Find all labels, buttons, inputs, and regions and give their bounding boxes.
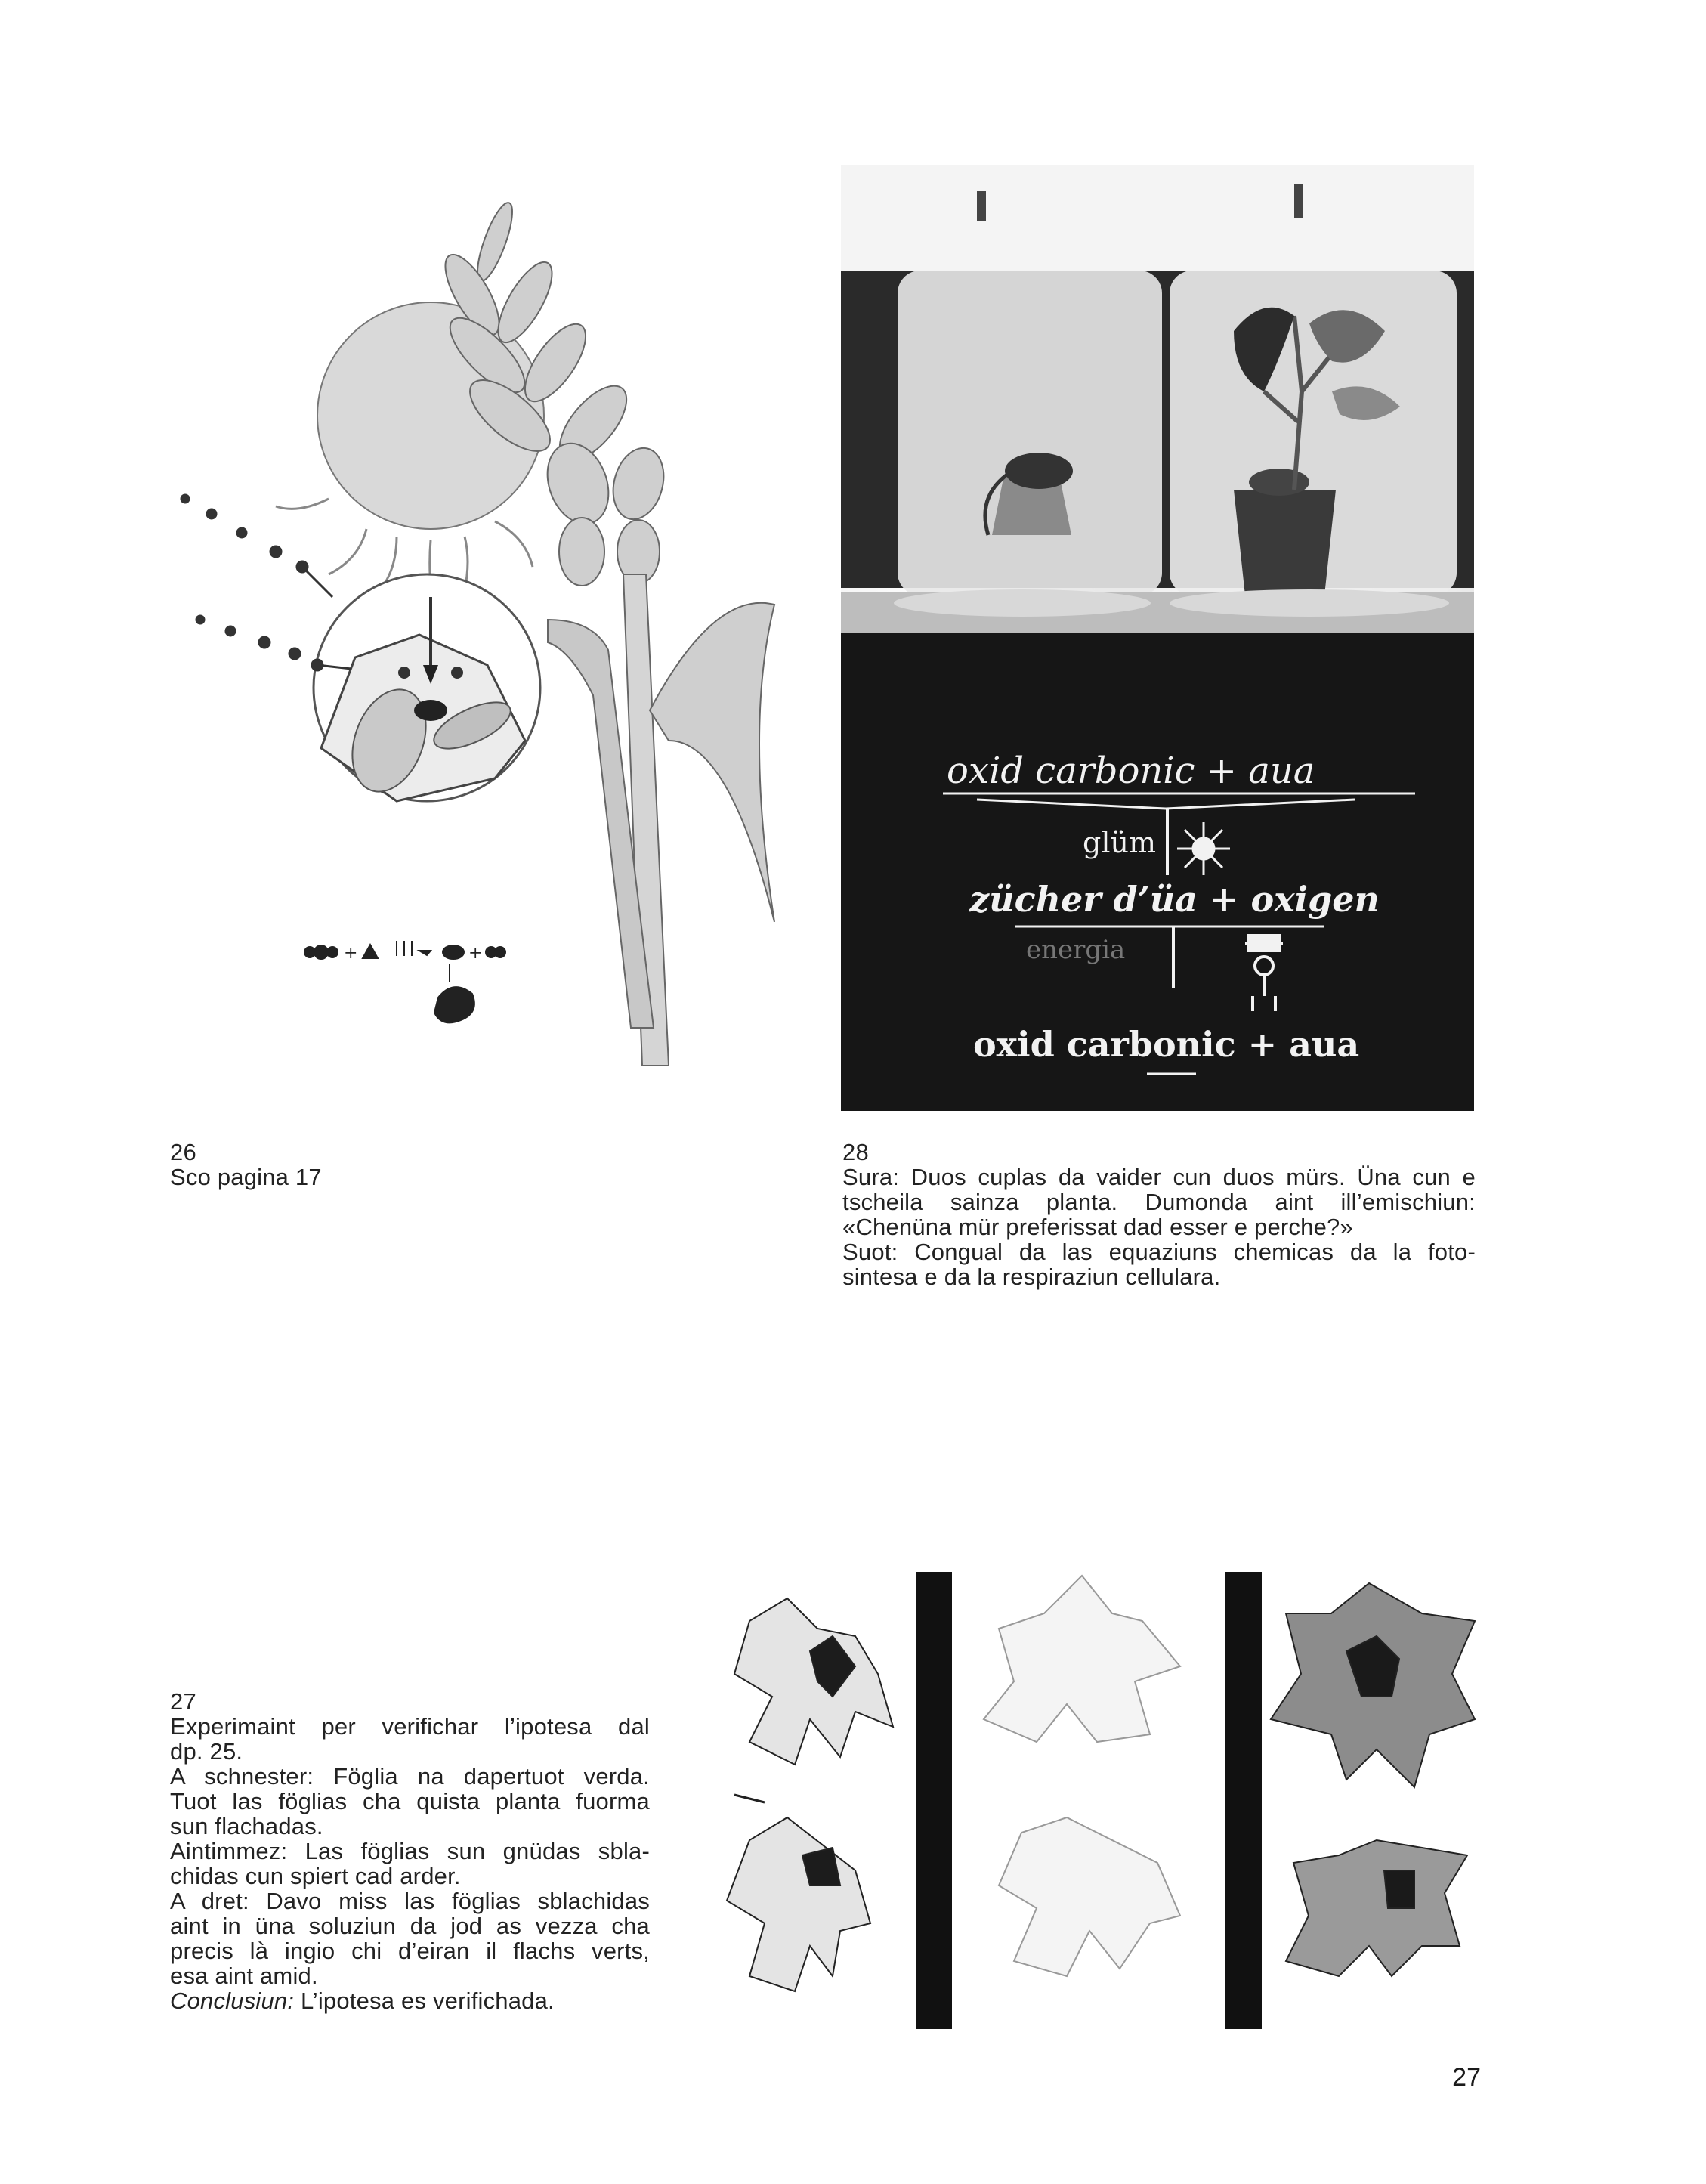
svg-text:+: + xyxy=(468,944,483,963)
molecule-equation-icon xyxy=(304,941,505,1022)
figure-26-caption-text: Sco pagina 17 xyxy=(170,1164,322,1190)
figure-28-line-3: «Chenüna mür preferissat dad esser e perche?» xyxy=(842,1214,1353,1240)
board-line-2: zücher d’üa + oxigen xyxy=(969,879,1380,920)
figure-27-line-9: aint in üna soluziun da jod as vezza cha xyxy=(170,1913,650,1939)
figure-27-line-10: precis là ingio chi d’eiran il flachs verts, xyxy=(170,1938,650,1964)
bell-jar-photo xyxy=(841,165,1474,633)
figure-27-number: 27 xyxy=(170,1688,196,1715)
divider-bar-1 xyxy=(916,1572,952,2029)
figure-27-conclusion xyxy=(170,1988,650,2013)
figure-27-line-3: A schnester: Föglia na dapertuot verda. xyxy=(170,1763,650,1790)
figure-27-line-7: chidas cun spiert cad arder. xyxy=(170,1863,461,1889)
figure-27-line-1: Experimaint per verifichar l’ipotesa dal xyxy=(170,1713,650,1740)
figure-27-caption xyxy=(170,1689,650,2013)
left-bell-jar xyxy=(898,271,1162,595)
conclusion-text: L’ipotesa es verifichada. xyxy=(294,1988,555,2014)
conclusion-label: Conclusiun: xyxy=(170,1988,295,2014)
figure-27-line-11: esa aint amid. xyxy=(170,1963,318,1989)
figure-28-line-4: Suot: Congual da las equaziuns chemicas da la foto- xyxy=(842,1239,1476,1265)
figure-28-line-2: tscheila sainza planta. Dumonda aint ill’emischiun: xyxy=(842,1189,1476,1215)
figure-27-photo-middle xyxy=(953,1568,1218,2037)
board-line-1: oxid carbonic + aua xyxy=(947,750,1315,792)
leaf-icon xyxy=(727,1598,893,1991)
bleached-leaf-icon xyxy=(984,1576,1180,1976)
figure-28-number: 28 xyxy=(842,1139,869,1165)
blackboard xyxy=(841,633,1474,1111)
figure-28-line-1: Sura: Duos cuplas da vaider cun duos mürs. Üna cun e xyxy=(842,1164,1476,1190)
figure-28-photo xyxy=(841,165,1474,1111)
board-glum: glüm xyxy=(1083,826,1156,859)
figure-27-line-8: A dret: Davo miss las föglias sblachidas xyxy=(170,1888,650,1914)
board-line-3: oxid carbonic + aua xyxy=(973,1024,1360,1065)
svg-text:+: + xyxy=(344,944,358,963)
magnifier-circle xyxy=(314,574,540,802)
wheat-ear-icon xyxy=(435,200,671,586)
figure-27-line-6: Aintimmez: Las föglias sun gnüdas sbla- xyxy=(170,1838,650,1864)
figure-28-line-5: sintesa e da la respiraziun cellulara. xyxy=(842,1264,1221,1290)
figure-26-caption xyxy=(170,1140,563,1189)
figure-27-line-2: dp. 25. xyxy=(170,1738,243,1765)
figure-27-photo-left xyxy=(704,1568,908,2037)
figure-27-line-4: Tuot las föglias cha quista planta fuorma xyxy=(170,1788,650,1814)
figure-26-number: 26 xyxy=(170,1139,196,1165)
weightlifter-icon xyxy=(1245,936,1283,1011)
page-number: 27 xyxy=(1452,2063,1481,2092)
iodine-leaf-icon xyxy=(1271,1583,1475,1976)
divider-bar-2 xyxy=(1225,1572,1262,2029)
board-energia: energia xyxy=(1026,935,1126,965)
figure-27-line-5: sun flachadas. xyxy=(170,1813,323,1839)
mouse-icon xyxy=(1005,453,1073,489)
figure-27-photo-right xyxy=(1263,1568,1479,2037)
figure-26-drawing xyxy=(170,196,812,1073)
sun-glyph-icon xyxy=(1177,822,1230,875)
leaf-icon xyxy=(650,603,774,922)
figure-28-caption xyxy=(842,1140,1476,1289)
